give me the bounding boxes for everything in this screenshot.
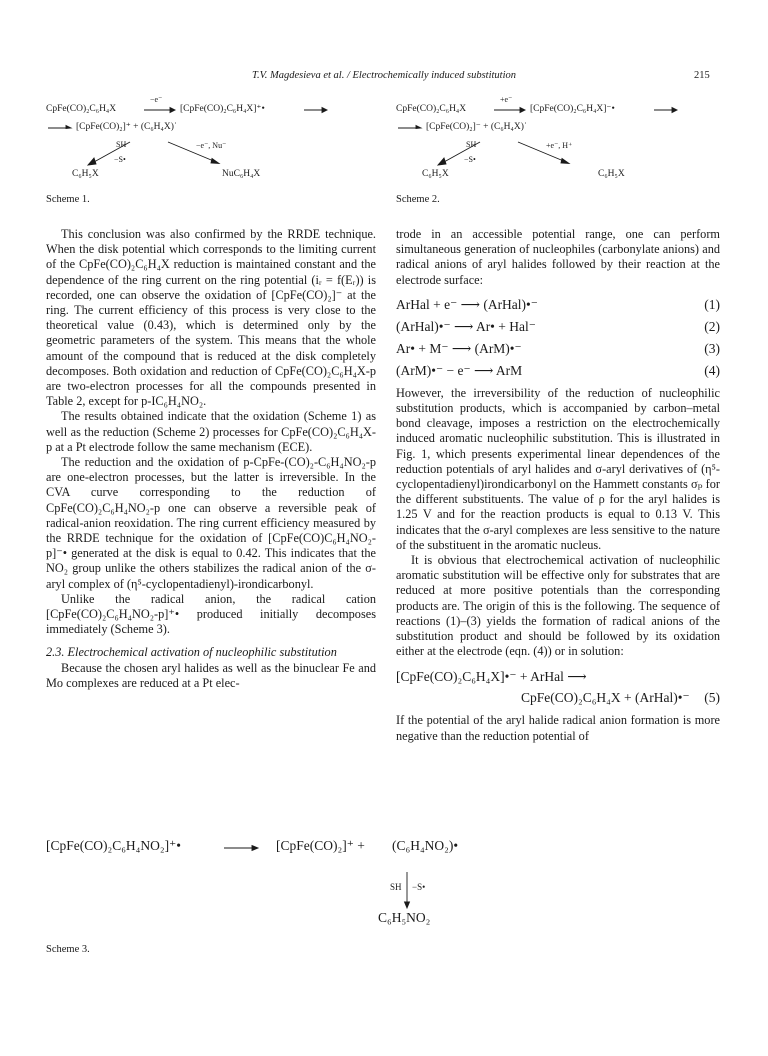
equation-3-text: Ar• + M⁻ ⟶ (ArM)•⁻ [396, 340, 522, 356]
scheme-3-s-label: −S• [412, 882, 426, 892]
scheme-2-caption: Scheme 2. [396, 194, 440, 205]
scheme-3-final-product: C₆H₅NO₂ [378, 910, 431, 925]
scheme-1-arrow-label: −e⁻ [150, 95, 163, 104]
scheme-1-caption: Scheme 1. [46, 194, 90, 205]
equation-1-text: ArHal + e⁻ ⟶ (ArHal)•⁻ [396, 296, 538, 312]
scheme-1-product-left: C₆H₅X [72, 169, 99, 179]
scheme-1-product-right: NuC₆H₄X [222, 169, 261, 179]
scheme-1-s-label: −S• [114, 155, 126, 164]
equation-3-number: (3) [704, 340, 720, 356]
scheme-3 [46, 832, 726, 932]
right-column [396, 227, 720, 744]
equation-5-line-1: [CpFe(CO)₂C₆H₄X]•⁻ + ArHal ⟶ [396, 669, 587, 685]
equation-5-number: (5) [704, 690, 720, 706]
right-paragraph-1: trode in an accessible potential range, one can perform simultaneous generation of nucleophiles (carbonylate anions) and radical anions of aryl halides followed by their reaction at the electrode surface: [396, 227, 720, 287]
right-paragraph-3: It is obvious that electrochemical activation of nucleophilic aromatic substitution will be effective only for substrates that are reduced at more positive potentials than the corresponding products are. The origin of this is the following. The sequence of reactions (1)–(3) yields the formation of radical anions of the substitution product and should be followed by its oxidation either at the electrode (eqn. (4)) or in solution: [396, 553, 720, 659]
equation-4 [396, 360, 720, 382]
scheme-2-reactant: CpFe(CO)₂C₆H₄X [396, 104, 467, 114]
equation-3 [396, 338, 720, 360]
left-paragraph-5: Because the chosen aryl halides as well as the binuclear Fe and Mo complexes are reduced at a Pt elec- [46, 660, 376, 690]
scheme-2-product-left: C₆H₅X [422, 169, 449, 179]
section-heading: 2.3. Electrochemical activation of nucleophilic substitution [46, 645, 337, 660]
equation-5-line-2: CpFe(CO)₂C₆H₄X + (ArHal)•⁻ [521, 690, 690, 706]
scheme-2-intermediate: [CpFe(CO)₂C₆H₄X]⁻• [530, 104, 615, 114]
equation-2-number: (2) [704, 318, 720, 334]
equation-2-text: (ArHal)•⁻ ⟶ Ar• + Hal⁻ [396, 318, 536, 334]
equation-4-text: (ArM)•⁻ − e⁻ ⟶ ArM [396, 362, 523, 378]
equation-1-number: (1) [704, 296, 720, 312]
scheme-2-sh-label: SH [466, 140, 477, 149]
left-paragraph-3: The reduction and the oxidation of p-CpFe-(CO)₂-C₆H₄NO₂-p are one-electron processes, but the latter is irreversible. In the CVA curve corresponding to the reduction of CpFe(CO)₂C₆H₄NO₂-p one can observe a reversible peak of radical-anion reoxidation. The ring current efficiency measured by the RRDE technique for the oxidation of [CpFe(CO)C₆H₄NO₂-p]⁻• generated at the disk is equal to 0.42. This indicates that the NO₂ group unlike the others stabilizes the radical anion of the σ-aryl complex of (η⁵-cyclopentadienyl)-irondicarbonyl. [46, 455, 376, 591]
running-title: T.V. Magdesieva et al. / Electrochemically induced substitution [251, 70, 516, 81]
scheme-2-h-label: +e⁻, H⁺ [546, 141, 573, 150]
scheme-2-fragments: [CpFe(CO)₂]⁻ + (C₆H₄X)˙ [426, 122, 528, 132]
scheme-3-reactant: [CpFe(CO)₂C₆H₄NO₂]⁺• [46, 838, 181, 853]
left-column [46, 227, 376, 691]
left-paragraph-1: This conclusion was also confirmed by the RRDE technique. When the disk potential which corresponds to the limiting current of the CpFe(CO)₂C₆H₄X reduction is maintained constant and the dependence of the ring current on the ring potential (iᵣ = f(Eᵣ)) is recorded, one can observe the oxidation of [CpFe(CO)₂]⁻ at the ring. The current efficiency of this process is very close to the theoretical value (0.43), which is determined only by the geometric parameters of the system. This means that the whole amount of the compound that is reduced at the disk completely decomposes. Both oxidation and reduction of CpFe(CO)₂C₆H₄X-p are two-electron processes for all the compounds presented in Table 2, except for p-IC₆H₄NO₂. [46, 227, 376, 409]
scheme-1-fragments: [CpFe(CO)₂]⁺ + (C₆H₄X)˙ [76, 122, 178, 132]
scheme-2-product-right: C₆H₅X [598, 169, 625, 179]
running-header [0, 70, 768, 86]
scheme-3-product-2: (C₆H₄NO₂)• [392, 838, 459, 853]
left-paragraph-2: The results obtained indicate that the oxidation (Scheme 1) as well as the reduction (Scheme 2) processes for CpFe(CO)₂C₆H₄X-p at a Pt electrode follow the same mechanism (ECE). [46, 409, 376, 454]
scheme-3-sh-label: SH [390, 882, 402, 892]
right-paragraph-4: If the potential of the aryl halide radical anion formation is more negative than the reduction potential of [396, 713, 720, 743]
scheme-2 [396, 96, 726, 186]
scheme-3-caption: Scheme 3. [46, 944, 90, 955]
left-paragraph-4: Unlike the radical anion, the radical cation [CpFe(CO)₂C₆H₄NO₂-p]⁺• produced initially decomposes immediately (Scheme 3). [46, 591, 376, 637]
scheme-1-sh-label: SH [116, 140, 127, 149]
scheme-2-arrow-label: +e⁻ [500, 95, 513, 104]
scheme-3-product-1: [CpFe(CO)₂]⁺ + [276, 838, 365, 853]
right-paragraph-2: However, the irreversibility of the reduction of nucleophilic substitution products, which is accompanied by carbon–metal bond cleavage, imposes a restriction on the electrochemically induced aromatic nucleophilic substitution. This is illustrated in Fig. 1, which presents experimental linear dependences of the reduction potentials of aryl halides and σ-aryl derivatives of (η⁵-cyclopentadienyl)irondicarbonyl on the Hammett constants σₚ for the different substituents. The value of ρ for the aryl halides is 1.25 V and for the reaction products is equal to 0.13 V. This indicates that the σ-aryl complexes are less sensitive to the nature of the substituent in the aromatic nucleus. [396, 385, 720, 552]
page-number: 215 [694, 70, 710, 81]
scheme-1-nu-label: −e⁻, Nu⁻ [196, 141, 227, 150]
equation-5-line-2-row [396, 687, 720, 709]
equation-2 [396, 316, 720, 338]
scheme-1-intermediate: [CpFe(CO)₂C₆H₄X]⁺• [180, 104, 265, 114]
scheme-1-reactant: CpFe(CO)₂C₆H₄X [46, 104, 117, 114]
scheme-1 [46, 96, 376, 186]
equation-4-number: (4) [704, 362, 720, 378]
equation-1 [396, 294, 720, 316]
scheme-2-s-label: −S• [464, 155, 476, 164]
